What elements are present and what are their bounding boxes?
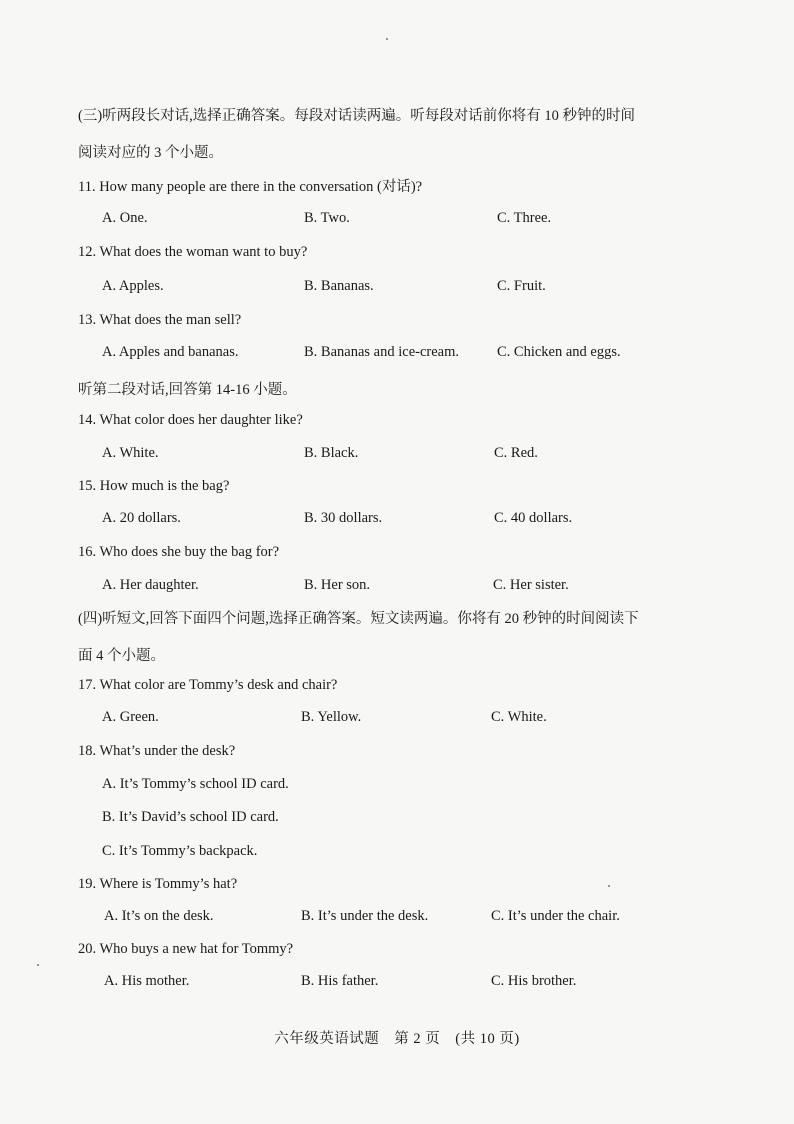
question-12-option-a[interactable]: A. Apples. — [102, 278, 164, 294]
question-18-option-b[interactable]: B. It’s David’s school ID card. — [102, 809, 279, 825]
question-16-option-b[interactable]: B. Her son. — [304, 577, 371, 593]
dialogue-2-note-text: 听第二段对话,回答第 14-16 小题。 — [78, 382, 297, 398]
section-4-line-2: 面 4 个小题。 — [78, 648, 165, 664]
question-12-option-c[interactable]: C. Fruit. — [497, 278, 546, 294]
question-18-option-c[interactable]: C. It’s Tommy’s backpack. — [102, 843, 258, 859]
question-17-option-c[interactable]: C. White. — [491, 709, 547, 725]
question-19-option-b[interactable]: B. It’s under the desk. — [301, 908, 429, 924]
question-14-option-a[interactable]: A. White. — [102, 445, 159, 461]
question-18-stem: 18. What’s under the desk? — [78, 743, 236, 759]
question-15-stem: 15. How much is the bag? — [78, 478, 230, 494]
question-13-option-c[interactable]: C. Chicken and eggs. — [497, 344, 621, 360]
question-11-option-a[interactable]: A. One. — [102, 210, 148, 226]
scan-speck — [608, 885, 610, 887]
question-16-option-c[interactable]: C. Her sister. — [493, 577, 569, 593]
question-16-stem: 16. Who does she buy the bag for? — [78, 544, 280, 560]
scan-speck — [386, 38, 388, 40]
question-17-stem: 17. What color are Tommy’s desk and chair? — [78, 677, 338, 693]
section-3-line-2: 阅读对应的 3 个小题。 — [78, 145, 223, 161]
question-20-option-a[interactable]: A. His mother. — [104, 973, 190, 989]
question-13-stem: 13. What does the man sell? — [78, 312, 242, 328]
page-footer: 六年级英语试题 第 2 页 (共 10 页) — [274, 1031, 520, 1047]
question-19-option-a[interactable]: A. It’s on the desk. — [104, 908, 214, 924]
question-15-option-c[interactable]: C. 40 dollars. — [494, 510, 573, 526]
question-15-option-a[interactable]: A. 20 dollars. — [102, 510, 181, 526]
question-13-option-b[interactable]: B. Bananas and ice-cream. — [304, 344, 459, 360]
question-14-option-b[interactable]: B. Black. — [304, 445, 359, 461]
question-20-option-b[interactable]: B. His father. — [301, 973, 379, 989]
scan-speck — [37, 964, 39, 966]
question-14-option-c[interactable]: C. Red. — [494, 445, 538, 461]
question-17-option-b[interactable]: B. Yellow. — [301, 709, 362, 725]
question-11-option-c[interactable]: C. Three. — [497, 210, 552, 226]
question-17-option-a[interactable]: A. Green. — [102, 709, 159, 725]
question-11-stem: 11. How many people are there in the conversation (对话)? — [78, 179, 423, 195]
question-14-stem: 14. What color does her daughter like? — [78, 412, 303, 428]
question-15-option-b[interactable]: B. 30 dollars. — [304, 510, 383, 526]
section-3-line-1: (三)听两段长对话,选择正确答案。每段对话读两遍。听每段对话前你将有 10 秒钟的时间 — [78, 108, 636, 124]
question-16-option-a[interactable]: A. Her daughter. — [102, 577, 199, 593]
question-13-option-a[interactable]: A. Apples and bananas. — [102, 344, 239, 360]
question-19-option-c[interactable]: C. It’s under the chair. — [491, 908, 620, 924]
section-4-line-1: (四)听短文,回答下面四个问题,选择正确答案。短文读两遍。你将有 20 秒钟的时间阅读下 — [78, 611, 639, 627]
question-12-option-b[interactable]: B. Bananas. — [304, 278, 374, 294]
question-12-stem: 12. What does the woman want to buy? — [78, 244, 308, 260]
question-20-option-c[interactable]: C. His brother. — [491, 973, 577, 989]
question-20-stem: 20. Who buys a new hat for Tommy? — [78, 941, 294, 957]
question-19-stem: 19. Where is Tommy’s hat? — [78, 876, 238, 892]
question-18-option-a[interactable]: A. It’s Tommy’s school ID card. — [102, 776, 289, 792]
question-11-option-b[interactable]: B. Two. — [304, 210, 350, 226]
